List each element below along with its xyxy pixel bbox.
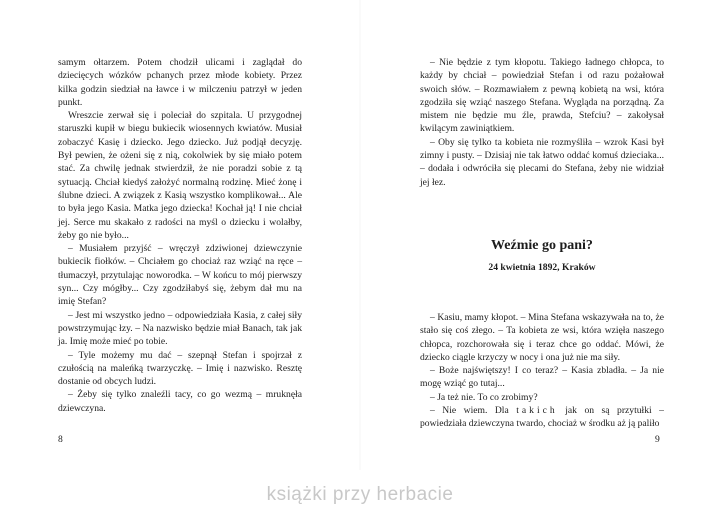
paragraph: – Musiałem przyjść – wręczył zdziwionej dziewczynie bukiecik fiołków. – Chciałem go chociaż raz wziąć na ręce – tłumaczył, przytulając noworodka. – W końcu to mój pierwszy syn... Czy mógłby... Czy zgodziłabyś się, żebym dał mu na imię Stefan? [58, 243, 302, 308]
paragraph: – Tyle możemy mu dać – szepnął Stefan i spojrzał z czułością na maleńką twarzyczkę. – Imię i nazwisko. Resztę dostanie od obcych ludzi. [58, 349, 302, 388]
right-page-text-top [420, 56, 664, 189]
paragraph: – Ja też nie. To co zrobimy? [430, 391, 538, 403]
chapter-subtitle: 24 kwietnia 1892, Kraków [488, 262, 596, 273]
paragraph: samym ołtarzem. Potem chodził ulicami i zaglądał do dziecięcych wózków pchanych przez młode kobiety. Przez kilka godzin siedział na ławce i w milczeniu patrzył w jeden punkt. [58, 57, 302, 108]
paragraph: – Jest mi wszystko jedno – odpowiedziała Kasia, z całej siły powstrzymując łzy. – Na nazwisko będzie miał Banach, tak jak ja. Imię może mieć po tobie. [58, 309, 302, 348]
page-number-left: 8 [58, 434, 63, 445]
paragraph-end: jak on są przytułki – powiedziała dziewczyna twardo, chociaż w środku aż ją paliło [420, 405, 664, 430]
paragraph: – Kasiu, mamy kłopot. – Mina Stefana wskazywała na to, że stało się coś złego. – Ta kobieta ze wsi, która wzięła naszego chłopca, rozchorowała się i teraz chce go oddać. Mówi, że dziecko ciągle krzyczy w nocy i ona już nie ma siły. [420, 312, 664, 363]
watermark: książki przy herbacie [266, 484, 454, 505]
spaced-word: takich [516, 405, 558, 417]
paragraph: – Żeby się tylko znaleźli tacy, co go wezmą – mruknęła dziewczyna. [58, 389, 302, 414]
paragraph: Wreszcie zerwał się i poleciał do szpitala. U przygodnej staruszki kupił w biegu bukiecik wiosennych kwiatów. Musiał zobaczyć Kasię i dziecko. Jego dziecko. Już podjął decyzję. Był pewien, że ożeni się z nią, cokolwiek by się miało potem stać. Za chwilę jednak stwierdził, że nie poradzi sobie z tą sytuacją. Chciał kiedyś założyć normalną rodzinę. Mieć żonę i ślubne dzieci. A związek z Kasią wszystko komplikował... Ale to była jego Kasia. Matka jego dziecka! Kochał ją! I nie chciał jej. Serce mu skakało z radości na myśl o dziecku i wolałby, żeby go nie było... [58, 110, 302, 241]
paragraph: – Nie będzie z tym kłopotu. Takiego ładnego chłopca, to każdy by chciał – powiedział Stefan i od razu pożałował swoich słów. – Rozmawiałem z pewną kobietą na wsi, która zgodziła się wziąć naszego Stefana. Wygląda na porządną. Za mistem nie będzie mu źle, prawda, Stefciu? – zakołysał kwilącym zawiniątkiem. [420, 57, 664, 135]
page-number-right: 9 [655, 434, 660, 445]
paragraph: – Oby się tylko ta kobieta nie rozmyśliła – wzrok Kasi był zimny i pusty. – Dzisiaj nie tak łatwo oddać komuś dzieciaka... – dodała i odwróciła się plecami do Stefana, żeby nie widział jej łez. [420, 136, 664, 188]
paragraph-start: – Nie wiem. Dla [430, 405, 509, 417]
paragraph [420, 404, 664, 431]
chapter-title: Weźmie go pani? [491, 238, 593, 253]
book-gutter [359, 0, 361, 470]
right-page-text-bottom [420, 311, 664, 431]
left-page-text [58, 56, 302, 415]
paragraph: – Boże najświętszy! I co teraz? – Kasia zbladła. – Ja nie mogę wziąć go tutaj... [420, 365, 664, 390]
